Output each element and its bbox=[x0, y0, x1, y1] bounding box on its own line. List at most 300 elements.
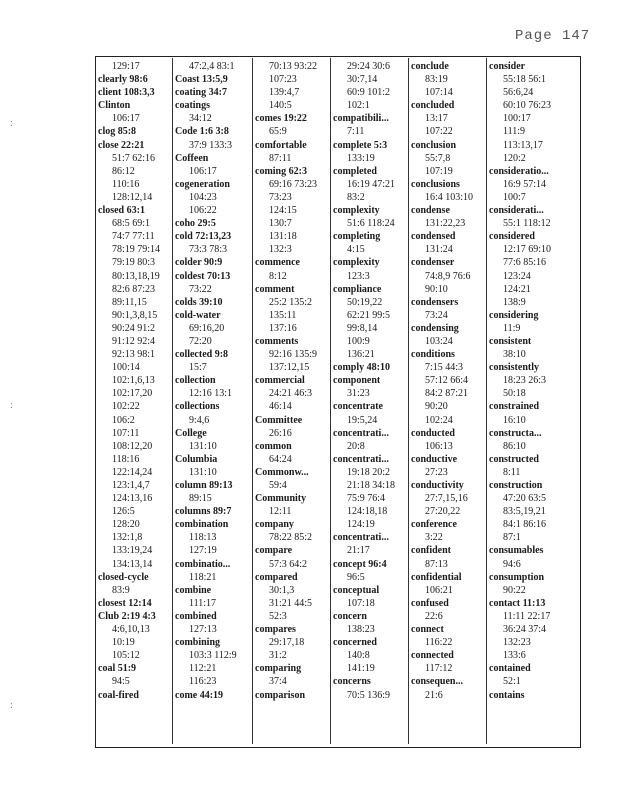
index-locator: 16:19 47:21 bbox=[347, 178, 396, 190]
index-locator: 4:6,10,13 bbox=[112, 624, 150, 636]
index-column-3 bbox=[255, 60, 328, 740]
index-locator: 4:15 bbox=[347, 244, 365, 256]
index-term: conducted bbox=[411, 427, 455, 439]
index-locator: 107:23 bbox=[269, 74, 297, 86]
index-locator: 106:17 bbox=[112, 113, 140, 125]
index-locator: 46:14 bbox=[269, 401, 292, 413]
index-term: collections bbox=[175, 401, 220, 413]
index-locator: 7:11 bbox=[347, 126, 365, 138]
index-locator: 102:17,20 bbox=[112, 388, 153, 400]
index-locator: 128:12,14 bbox=[112, 191, 153, 203]
index-term: conditions bbox=[411, 349, 455, 361]
index-term: connect bbox=[411, 624, 444, 636]
index-term: compatibili... bbox=[333, 113, 389, 125]
index-term: compliance bbox=[333, 283, 382, 295]
index-locator: 70:5 136:9 bbox=[347, 689, 391, 701]
index-locator: 103:3 112:9 bbox=[189, 650, 237, 662]
index-locator: 64:24 bbox=[269, 453, 292, 465]
index-locator: 51:7 62:16 bbox=[112, 152, 156, 164]
index-term: condense bbox=[411, 205, 450, 217]
index-term: confident bbox=[411, 545, 451, 557]
index-locator: 9:4,6 bbox=[189, 414, 210, 426]
index-term: consider bbox=[489, 61, 526, 72]
index-locator: 106:17 bbox=[189, 165, 217, 177]
index-locator: 83:2 bbox=[347, 191, 365, 203]
index-locator: 8:12 bbox=[269, 270, 287, 282]
index-locator: 90:22 bbox=[503, 584, 526, 596]
index-term: compares bbox=[255, 624, 296, 636]
index-locator: 91:12 92:4 bbox=[112, 335, 156, 347]
index-locator: 140:5 bbox=[269, 100, 292, 112]
index-locator: 124:19 bbox=[347, 519, 375, 531]
index-locator: 136:21 bbox=[347, 349, 375, 361]
index-term: considered bbox=[489, 231, 535, 243]
index-locator: 15:7 bbox=[189, 362, 207, 374]
index-locator: 84:1 86:16 bbox=[503, 519, 547, 531]
index-term: close 22:21 bbox=[98, 139, 145, 151]
index-locator: 57:12 66:4 bbox=[425, 375, 469, 387]
index-locator: 31:21 44:5 bbox=[269, 597, 313, 609]
index-locator: 123:1,4,7 bbox=[112, 480, 150, 491]
index-locator: 105:12 bbox=[112, 650, 140, 662]
index-locator: 27:20,22 bbox=[425, 506, 461, 518]
index-locator: 70:13 93:22 bbox=[269, 61, 318, 72]
index-locator: 55:1 118:12 bbox=[503, 218, 551, 230]
index-term: commence bbox=[255, 257, 300, 269]
index-locator: 118:16 bbox=[112, 453, 140, 465]
index-locator: 65:9 bbox=[269, 126, 287, 138]
index-locator: 116:22 bbox=[425, 637, 453, 649]
index-term: constructa... bbox=[489, 427, 542, 439]
index-term: consistently bbox=[489, 362, 539, 374]
index-column-5 bbox=[411, 60, 484, 740]
index-term: coho 29:5 bbox=[175, 218, 216, 230]
column-divider bbox=[172, 58, 173, 744]
index-locator: 107:11 bbox=[112, 427, 140, 439]
index-term: closed-cycle bbox=[98, 571, 149, 583]
index-term: combination bbox=[175, 519, 229, 531]
index-term: College bbox=[175, 427, 207, 439]
index-locator: 55:18 56:1 bbox=[503, 74, 547, 86]
index-locator: 96:5 bbox=[347, 571, 365, 583]
index-locator: 8:11 bbox=[503, 466, 521, 478]
index-locator: 137:16 bbox=[269, 322, 297, 334]
index-term: completed bbox=[333, 165, 377, 177]
index-locator: 11:9 bbox=[503, 322, 521, 334]
index-term: Coffeen bbox=[175, 152, 209, 164]
index-term: collected 9:8 bbox=[175, 349, 229, 361]
index-locator: 31:2 bbox=[269, 650, 287, 662]
index-term: coatings bbox=[175, 100, 210, 112]
index-term: combine bbox=[175, 584, 212, 596]
index-term: combinatio... bbox=[175, 558, 231, 570]
index-locator: 139:4,7 bbox=[269, 87, 300, 99]
index-term: Code 1:6 3:8 bbox=[175, 126, 229, 138]
index-term: closest 12:14 bbox=[98, 597, 152, 609]
index-locator: 106:2 bbox=[112, 414, 135, 426]
index-term: considerati... bbox=[489, 205, 544, 217]
index-locator: 107:19 bbox=[425, 165, 453, 177]
index-term: complete 5:3 bbox=[333, 139, 388, 151]
index-locator: 107:18 bbox=[347, 597, 375, 609]
index-locator: 111:9 bbox=[503, 126, 526, 138]
index-locator: 73:24 bbox=[425, 309, 448, 321]
index-term: completing bbox=[333, 231, 381, 243]
index-term: commercial bbox=[255, 375, 305, 387]
index-term: comfortable bbox=[255, 139, 307, 151]
index-locator: 108:12,20 bbox=[112, 440, 153, 452]
index-term: combined bbox=[175, 610, 217, 622]
index-locator: 113:13,17 bbox=[503, 139, 543, 151]
index-locator: 86:10 bbox=[503, 440, 526, 452]
index-locator: 16:4 103:10 bbox=[425, 191, 474, 203]
index-locator: 140:8 bbox=[347, 650, 370, 662]
index-locator: 138:23 bbox=[347, 624, 375, 636]
index-locator: 83:9 bbox=[112, 584, 130, 596]
index-locator: 130:7 bbox=[269, 218, 292, 230]
index-term: concluded bbox=[411, 100, 455, 112]
index-locator: 72:20 bbox=[189, 335, 212, 347]
index-locator: 19:5,24 bbox=[347, 414, 378, 426]
index-locator: 92:16 135:9 bbox=[269, 349, 318, 361]
index-term: concentrati... bbox=[333, 532, 389, 544]
index-locator: 7:15 44:3 bbox=[425, 362, 464, 374]
index-locator: 124:15 bbox=[269, 205, 297, 217]
index-term: company bbox=[255, 519, 294, 531]
index-locator: 10:19 bbox=[112, 637, 135, 649]
index-locator: 52:1 bbox=[503, 676, 521, 688]
index-locator: 133:19 bbox=[347, 152, 375, 164]
index-term: contained bbox=[489, 663, 531, 675]
index-term: constrained bbox=[489, 401, 539, 413]
index-locator: 21:17 bbox=[347, 545, 370, 557]
index-locator: 78:19 79:14 bbox=[112, 244, 161, 256]
index-term: complexity bbox=[333, 205, 380, 217]
index-locator: 94:6 bbox=[503, 558, 521, 570]
index-term: cogeneration bbox=[175, 178, 230, 190]
index-locator: 112:21 bbox=[189, 663, 217, 675]
index-term: condenser bbox=[411, 257, 455, 269]
index-term: conference bbox=[411, 519, 457, 531]
index-term: concerns bbox=[333, 676, 371, 688]
index-term: comment bbox=[255, 283, 295, 295]
index-term: common bbox=[255, 440, 292, 452]
index-term: consequen... bbox=[411, 676, 463, 688]
index-locator: 138:9 bbox=[503, 296, 526, 308]
index-locator: 27:23 bbox=[425, 466, 448, 478]
index-locator: 89:11,15 bbox=[112, 296, 147, 308]
index-term: compare bbox=[255, 545, 293, 557]
index-locator: 124:13,16 bbox=[112, 493, 153, 505]
index-term: Columbia bbox=[175, 453, 218, 465]
index-locator: 106:22 bbox=[189, 205, 217, 217]
index-term: comparison bbox=[255, 689, 305, 701]
index-locator: 100:9 bbox=[347, 335, 370, 347]
index-locator: 131:24 bbox=[425, 244, 453, 256]
index-locator: 123:3 bbox=[347, 270, 370, 282]
column-divider bbox=[330, 58, 331, 744]
index-locator: 50:18 bbox=[503, 388, 526, 400]
index-term: construction bbox=[489, 480, 543, 491]
index-term: confused bbox=[411, 597, 449, 609]
index-locator: 62:21 99:5 bbox=[347, 309, 391, 321]
index-locator: 18:23 26:3 bbox=[503, 375, 547, 387]
index-term: conclude bbox=[411, 61, 449, 72]
index-locator: 37:9 133:3 bbox=[189, 139, 233, 151]
index-locator: 29:17,18 bbox=[269, 637, 305, 649]
index-locator: 127:13 bbox=[189, 624, 217, 636]
index-locator: 141:19 bbox=[347, 663, 375, 675]
index-locator: 21:6 bbox=[425, 689, 443, 701]
index-locator: 19:18 20:2 bbox=[347, 466, 391, 478]
index-locator: 77:6 85:16 bbox=[503, 257, 547, 269]
index-term: coating 34:7 bbox=[175, 87, 227, 99]
index-locator: 34:12 bbox=[189, 113, 212, 125]
index-locator: 22:6 bbox=[425, 610, 443, 622]
index-locator: 73:3 78:3 bbox=[189, 244, 228, 256]
index-locator: 78:22 85:2 bbox=[269, 532, 313, 544]
index-locator: 47:2,4 83:1 bbox=[189, 61, 235, 72]
index-term: comparing bbox=[255, 663, 302, 675]
index-locator: 37:4 bbox=[269, 676, 287, 688]
index-locator: 134:13,14 bbox=[112, 558, 153, 570]
index-locator: 122:14,24 bbox=[112, 466, 153, 478]
index-term: Coast 13:5,9 bbox=[175, 74, 228, 86]
index-locator: 84:2 87:21 bbox=[425, 388, 469, 400]
index-locator: 69:16 73:23 bbox=[269, 178, 318, 190]
index-term: Club 2:19 4:3 bbox=[98, 610, 156, 622]
index-column-2 bbox=[175, 60, 250, 740]
index-locator: 13:17 bbox=[425, 113, 448, 125]
index-term: confidential bbox=[411, 571, 462, 583]
index-term: considering bbox=[489, 309, 539, 321]
index-locator: 131:10 bbox=[189, 466, 217, 478]
index-column-4 bbox=[333, 60, 406, 740]
index-locator: 21:18 34:18 bbox=[347, 480, 396, 491]
index-locator: 102:22 bbox=[112, 401, 140, 413]
index-locator: 75:9 76:4 bbox=[347, 493, 386, 505]
index-locator: 25:2 135:2 bbox=[269, 296, 313, 308]
index-term: combining bbox=[175, 637, 221, 649]
index-term: come 44:19 bbox=[175, 689, 224, 701]
index-locator: 100:14 bbox=[112, 362, 140, 374]
index-locator: 131:18 bbox=[269, 231, 297, 243]
index-locator: 26:16 bbox=[269, 427, 292, 439]
index-term: colds 39:10 bbox=[175, 296, 223, 308]
index-locator: 60:9 101:2 bbox=[347, 87, 391, 99]
index-locator: 135:11 bbox=[269, 309, 297, 321]
index-locator: 29:24 30:6 bbox=[347, 61, 391, 72]
index-locator: 38:10 bbox=[503, 349, 526, 361]
index-locator: 69:16,20 bbox=[189, 322, 225, 334]
index-term: contains bbox=[489, 689, 525, 701]
index-locator: 118:13 bbox=[189, 532, 217, 544]
index-locator: 47:20 63:5 bbox=[503, 493, 547, 505]
index-term: conductivity bbox=[411, 480, 464, 491]
index-term: clearly 98:6 bbox=[98, 74, 148, 86]
index-locator: 3:22 bbox=[425, 532, 443, 544]
index-locator: 90:10 bbox=[425, 283, 448, 295]
index-term: coldest 70:13 bbox=[175, 270, 231, 282]
index-term: condensing bbox=[411, 322, 459, 334]
index-locator: 87:11 bbox=[269, 152, 292, 164]
column-divider bbox=[486, 58, 487, 744]
index-locator: 86:12 bbox=[112, 165, 135, 177]
index-term: Committee bbox=[255, 414, 303, 426]
index-locator: 90:1,3,8,15 bbox=[112, 309, 158, 321]
index-locator: 100:17 bbox=[503, 113, 531, 125]
index-locator: 132:23 bbox=[503, 637, 531, 649]
index-locator: 116:23 bbox=[189, 676, 217, 688]
index-locator: 73:22 bbox=[189, 283, 212, 295]
index-locator: 60:10 76:23 bbox=[503, 100, 552, 112]
index-locator: 20:8 bbox=[347, 440, 365, 452]
index-column-1 bbox=[98, 60, 170, 740]
index-term: concentrate bbox=[333, 401, 383, 413]
index-term: columns 89:7 bbox=[175, 506, 232, 518]
index-term: clog 85:8 bbox=[98, 126, 137, 138]
index-locator: 11:11 22:17 bbox=[503, 610, 551, 622]
index-locator: 50:19,22 bbox=[347, 296, 383, 308]
index-locator: 90:20 bbox=[425, 401, 448, 413]
index-term: comments bbox=[255, 335, 299, 347]
index-locator: 117:12 bbox=[425, 663, 453, 675]
index-term: comes 19:22 bbox=[255, 113, 307, 125]
index-locator: 73:23 bbox=[269, 191, 292, 203]
index-term: closed 63:1 bbox=[98, 205, 145, 217]
index-locator: 30:7,14 bbox=[347, 74, 378, 86]
index-term: colder 90:9 bbox=[175, 257, 223, 269]
index-locator: 123:24 bbox=[503, 270, 531, 282]
index-locator: 104:23 bbox=[189, 191, 217, 203]
index-locator: 129:17 bbox=[112, 61, 140, 72]
index-locator: 79:19 80:3 bbox=[112, 257, 156, 269]
index-locator: 83:5,19,21 bbox=[503, 506, 546, 518]
index-locator: 111:17 bbox=[189, 597, 217, 609]
margin-mark: : bbox=[10, 700, 13, 711]
index-term: consumables bbox=[489, 545, 544, 557]
index-term: comply 48:10 bbox=[333, 362, 390, 374]
index-locator: 27:7,15,16 bbox=[425, 493, 468, 505]
index-term: conceptual bbox=[333, 584, 380, 596]
index-locator: 87:1 bbox=[503, 532, 521, 544]
index-term: condensers bbox=[411, 296, 459, 308]
index-term: condensed bbox=[411, 231, 456, 243]
index-locator: 31:23 bbox=[347, 388, 370, 400]
index-locator: 100:7 bbox=[503, 191, 526, 203]
index-locator: 124:21 bbox=[503, 283, 531, 295]
index-locator: 94:5 bbox=[112, 676, 130, 688]
index-term: coal-fired bbox=[98, 689, 139, 701]
index-term: cold-water bbox=[175, 309, 221, 321]
index-term: coal 51:9 bbox=[98, 663, 137, 675]
index-term: component bbox=[333, 375, 381, 387]
margin-mark: : bbox=[10, 118, 13, 129]
index-term: consistent bbox=[489, 335, 532, 347]
index-locator: 102:1 bbox=[347, 100, 370, 112]
column-divider bbox=[408, 58, 409, 744]
index-locator: 16:10 bbox=[503, 414, 526, 426]
index-locator: 118:21 bbox=[189, 571, 217, 583]
index-locator: 106:21 bbox=[425, 584, 453, 596]
index-locator: 92:13 98:1 bbox=[112, 349, 156, 361]
index-locator: 30:1,3 bbox=[269, 584, 295, 596]
index-locator: 106:13 bbox=[425, 440, 453, 452]
index-term: collection bbox=[175, 375, 216, 387]
index-term: contact 11:13 bbox=[489, 597, 546, 609]
index-term: conclusion bbox=[411, 139, 457, 151]
index-locator: 74:7 77:11 bbox=[112, 231, 155, 243]
index-locator: 124:18,18 bbox=[347, 506, 388, 518]
index-locator: 110:16 bbox=[112, 178, 140, 190]
index-locator: 82:6 87:23 bbox=[112, 283, 156, 295]
index-locator: 127:19 bbox=[189, 545, 217, 557]
index-locator: 103:24 bbox=[425, 335, 453, 347]
index-term: concept 96:4 bbox=[333, 558, 387, 570]
index-term: cold 72:13,23 bbox=[175, 231, 232, 243]
index-locator: 133:6 bbox=[503, 650, 526, 662]
index-locator: 102:1,6,13 bbox=[112, 375, 155, 387]
index-term: column 89:13 bbox=[175, 480, 233, 491]
index-term: Community bbox=[255, 493, 307, 505]
index-term: coming 62:3 bbox=[255, 165, 307, 177]
index-term: consideratio... bbox=[489, 165, 549, 177]
index-locator: 55:7,8 bbox=[425, 152, 451, 164]
index-locator: 74:8,9 76:6 bbox=[425, 270, 471, 282]
index-column-6 bbox=[489, 60, 577, 740]
index-term: compared bbox=[255, 571, 298, 583]
index-locator: 107:14 bbox=[425, 87, 453, 99]
index-term: concentrati... bbox=[333, 427, 389, 439]
index-locator: 16:9 57:14 bbox=[503, 178, 547, 190]
index-locator: 80:13,18,19 bbox=[112, 270, 160, 282]
index-term: client 108:3,3 bbox=[98, 87, 155, 99]
index-locator: 12:16 13:1 bbox=[189, 388, 233, 400]
index-term: complexity bbox=[333, 257, 380, 269]
index-locator: 59:4 bbox=[269, 480, 287, 491]
index-term: consumption bbox=[489, 571, 545, 583]
index-term: concern bbox=[333, 610, 367, 622]
index-term: conductive bbox=[411, 453, 458, 465]
index-locator: 132:1,8 bbox=[112, 532, 143, 544]
index-locator: 83:19 bbox=[425, 74, 448, 86]
margin-mark: : bbox=[10, 400, 13, 411]
index-locator: 12:17 69:10 bbox=[503, 244, 552, 256]
index-term: constructed bbox=[489, 453, 539, 465]
index-locator: 57:3 64:2 bbox=[269, 558, 308, 570]
index-locator: 133:19,24 bbox=[112, 545, 153, 557]
index-locator: 51:6 118:24 bbox=[347, 218, 395, 230]
index-locator: 126:5 bbox=[112, 506, 135, 518]
index-locator: 87:13 bbox=[425, 558, 448, 570]
index-locator: 102:24 bbox=[425, 414, 453, 426]
index-term: conclusions bbox=[411, 178, 460, 190]
index-locator: 120:2 bbox=[503, 152, 526, 164]
page-label: Page 147 bbox=[515, 28, 591, 44]
index-locator: 131:10 bbox=[189, 440, 217, 452]
index-locator: 12:11 bbox=[269, 506, 292, 518]
index-locator: 56:6,24 bbox=[503, 87, 534, 99]
column-divider bbox=[252, 58, 253, 744]
index-locator: 52:3 bbox=[269, 610, 287, 622]
index-locator: 137:12,15 bbox=[269, 362, 310, 374]
index-locator: 99:8,14 bbox=[347, 322, 378, 334]
index-term: concentrati... bbox=[333, 453, 389, 465]
index-locator: 90:24 91:2 bbox=[112, 322, 156, 334]
index-locator: 132:3 bbox=[269, 244, 292, 256]
index-term: concerned bbox=[333, 637, 377, 649]
index-locator: 128:20 bbox=[112, 519, 140, 531]
